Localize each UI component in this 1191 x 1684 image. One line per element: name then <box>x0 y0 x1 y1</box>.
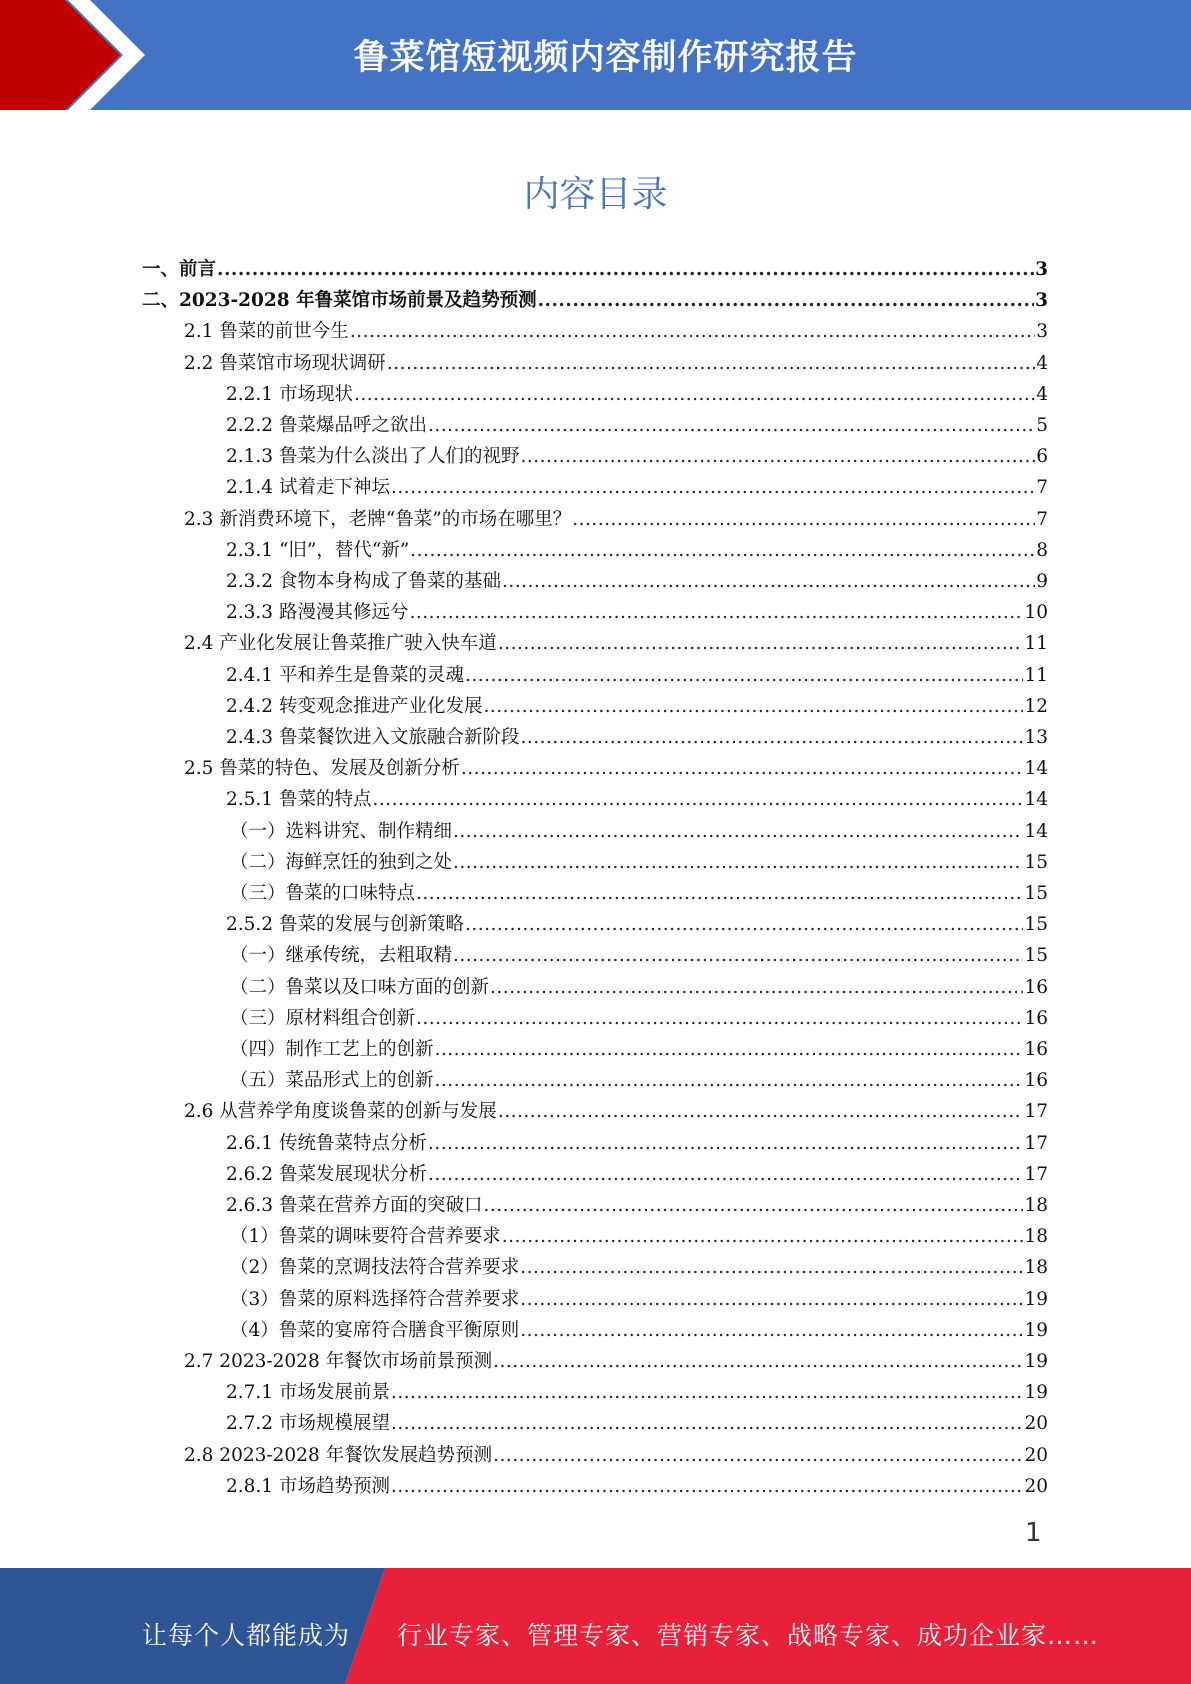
toc-leader-dots <box>520 441 1035 472</box>
toc-entry-title: 2.5 鲁菜的特色、发展及创新分析 <box>184 758 460 779</box>
toc-leader-dots <box>520 722 1023 753</box>
toc-entry[interactable] <box>230 1034 1048 1065</box>
toc-entry[interactable] <box>226 1377 1048 1408</box>
toc-entry-title: （四）制作工艺上的创新 <box>230 1039 434 1060</box>
toc-entry-title: 2.6 从营养学角度谈鲁菜的创新与发展 <box>184 1101 497 1122</box>
toc-entry[interactable] <box>226 1471 1048 1502</box>
toc-entry-page: 4 <box>1036 384 1048 405</box>
footer-slogan-left: 让每个人都能成为 <box>142 1621 351 1650</box>
toc-entry-title: 2.3.3 路漫漫其修远兮 <box>226 602 409 623</box>
toc-leader-dots <box>493 1440 1023 1471</box>
toc-entry-page: 9 <box>1036 571 1048 592</box>
toc-entry-title: （三）鲁菜的口味特点 <box>230 883 416 904</box>
toc-entry-title: （2）鲁菜的烹调技法符合营养要求 <box>230 1257 520 1278</box>
toc-entry[interactable] <box>226 660 1048 691</box>
toc-entry-page: 10 <box>1024 602 1048 623</box>
toc-entry-title: 2.7 2023-2028 年餐饮市场前景预测 <box>184 1351 493 1372</box>
toc-entry[interactable] <box>226 1408 1048 1439</box>
footer-slogan-right: 行业专家、管理专家、营销专家、战略专家、成功企业家…… <box>397 1621 1100 1650</box>
toc-leader-dots <box>483 1190 1023 1221</box>
toc-entry-page: 8 <box>1036 540 1048 561</box>
toc-leader-dots <box>428 410 1035 441</box>
toc-leader-dots <box>435 1065 1024 1096</box>
toc-entry-title: （一）继承传统，去粗取精 <box>230 945 453 966</box>
toc-leader-dots <box>520 1252 1023 1283</box>
toc-entry-title: 2.8 2023-2028 年餐饮发展趋势预测 <box>184 1445 493 1466</box>
toc-title: 内容目录 <box>523 174 668 215</box>
toc-leader-dots <box>372 784 1023 815</box>
toc-entry-page: 3 <box>1036 321 1048 342</box>
toc-entry-page: 18 <box>1024 1257 1048 1278</box>
toc-entry[interactable] <box>184 628 1048 659</box>
toc-leader-dots <box>391 1408 1023 1439</box>
toc-entry-title: （三）原材料组合创新 <box>230 1008 416 1029</box>
toc-leader-dots <box>502 566 1035 597</box>
toc-entry[interactable] <box>226 566 1048 597</box>
toc-leader-dots <box>498 628 1024 659</box>
toc-leader-dots <box>465 909 1023 940</box>
toc-entry[interactable] <box>226 784 1048 815</box>
toc-entry-page: 15 <box>1024 883 1048 904</box>
toc-entry[interactable] <box>230 1003 1048 1034</box>
toc-entry[interactable] <box>226 535 1048 566</box>
toc-entry[interactable] <box>230 1252 1048 1283</box>
toc-entry-page: 11 <box>1024 633 1048 654</box>
toc-entry-page: 13 <box>1024 727 1048 748</box>
toc-entry-page: 6 <box>1036 446 1048 467</box>
toc-entry-page: 3 <box>1035 259 1048 280</box>
toc-entry-title: （4）鲁菜的宴席符合膳食平衡原则 <box>230 1320 520 1341</box>
toc-entry-page: 19 <box>1024 1320 1048 1341</box>
toc-leader-dots <box>465 660 1023 691</box>
toc-entry-page: 15 <box>1024 914 1048 935</box>
toc-leader-dots <box>538 285 1035 316</box>
toc-leader-dots <box>391 472 1035 503</box>
toc-entry[interactable] <box>230 940 1048 971</box>
toc-leader-dots <box>410 535 1035 566</box>
toc-entry-title: 2.4.3 鲁菜餐饮进入文旅融合新阶段 <box>226 727 520 748</box>
toc-entry-page: 14 <box>1024 758 1048 779</box>
toc-entry-title: 2.1 鲁菜的前世今生 <box>184 321 349 342</box>
toc-entry[interactable] <box>226 379 1048 410</box>
toc-entry-title: 2.7.1 市场发展前景 <box>226 1382 390 1403</box>
toc-entry-title: 2.1.3 鲁菜为什么淡出了人们的视野 <box>226 446 520 467</box>
toc-entry-page: 19 <box>1024 1289 1048 1310</box>
toc-entry-title: （1）鲁菜的调味要符合营养要求 <box>230 1226 501 1247</box>
toc-entry-page: 17 <box>1024 1164 1048 1185</box>
toc-entry-title: 2.2.2 鲁菜爆品呼之欲出 <box>226 415 427 436</box>
toc-entry[interactable] <box>226 691 1048 722</box>
toc-entry-page: 16 <box>1024 1070 1048 1091</box>
toc-entry-page: 14 <box>1024 821 1048 842</box>
toc-entry[interactable] <box>226 1128 1048 1159</box>
toc-leader-dots <box>416 1003 1023 1034</box>
toc-leader-dots <box>520 1284 1023 1315</box>
toc-entry-page: 5 <box>1036 415 1048 436</box>
toc-leader-dots <box>572 504 1035 535</box>
toc-leader-dots <box>428 1159 1023 1190</box>
toc-entry-title: 2.2.1 市场现状 <box>226 384 353 405</box>
toc-entry-title: 2.4 产业化发展让鲁菜推广驶入快车道 <box>184 633 497 654</box>
toc-entry-page: 19 <box>1024 1351 1048 1372</box>
toc-entry[interactable] <box>230 847 1048 878</box>
toc-entry[interactable] <box>230 972 1048 1003</box>
toc-entry[interactable] <box>226 472 1048 503</box>
toc-entry-page: 15 <box>1024 852 1048 873</box>
toc-entry-page: 3 <box>1035 290 1048 311</box>
toc-entry[interactable] <box>226 722 1048 753</box>
toc-entry-title: 2.6.3 鲁菜在营养方面的突破口 <box>226 1195 483 1216</box>
toc-entry-title: 2.4.1 平和养生是鲁菜的灵魂 <box>226 665 464 686</box>
toc-entry[interactable] <box>142 254 1048 285</box>
toc-entry-page: 18 <box>1024 1195 1048 1216</box>
toc-entry[interactable] <box>184 1096 1048 1127</box>
toc-entry-title: 2.3.1 “旧”，替代“新” <box>226 540 410 561</box>
toc-entry-title: 2.2 鲁菜馆市场现状调研 <box>184 353 386 374</box>
toc-leader-dots <box>354 379 1035 410</box>
toc-entry[interactable] <box>226 410 1048 441</box>
toc-leader-dots <box>350 316 1035 347</box>
toc-leader-dots <box>416 878 1023 909</box>
toc-entry-title: 2.6.1 传统鲁菜特点分析 <box>226 1133 427 1154</box>
toc-entry[interactable] <box>142 285 1048 316</box>
toc-entry-title: 二、2023-2028 年鲁菜馆市场前景及趋势预测 <box>142 290 537 311</box>
toc-entry[interactable] <box>226 1190 1048 1221</box>
toc-leader-dots <box>490 972 1023 1003</box>
toc-leader-dots <box>520 1315 1023 1346</box>
toc-entry-page: 7 <box>1036 477 1048 498</box>
toc-entry[interactable] <box>184 348 1048 379</box>
toc-entry-page: 18 <box>1024 1226 1048 1247</box>
toc-leader-dots <box>428 1128 1023 1159</box>
toc-entry[interactable] <box>184 753 1048 784</box>
toc-leader-dots <box>217 254 1034 285</box>
toc-leader-dots <box>435 1034 1024 1065</box>
toc-entry[interactable] <box>230 1315 1048 1346</box>
toc-entry[interactable] <box>226 441 1048 472</box>
page-number: 1 <box>1025 1518 1042 1548</box>
toc-leader-dots <box>493 1346 1023 1377</box>
page-footer <box>0 1568 1191 1684</box>
toc-entry-page: 7 <box>1036 509 1048 530</box>
toc-leader-dots <box>461 753 1024 784</box>
toc-entry-page: 4 <box>1036 353 1048 374</box>
toc-entry-title: 2.4.2 转变观念推进产业化发展 <box>226 696 483 717</box>
toc-leader-dots <box>387 348 1035 379</box>
toc-entry[interactable] <box>226 1159 1048 1190</box>
toc-entry-page: 20 <box>1024 1476 1048 1497</box>
toc-entry-title: （二）鲁菜以及口味方面的创新 <box>230 977 490 998</box>
toc-leader-dots <box>409 597 1023 628</box>
toc-entry-title: （一）选料讲究、制作精细 <box>230 821 453 842</box>
toc-leader-dots <box>453 940 1023 971</box>
toc-entry[interactable] <box>230 816 1048 847</box>
toc-entry[interactable] <box>184 1346 1048 1377</box>
toc-entry-page: 17 <box>1024 1133 1048 1154</box>
toc-entry[interactable] <box>184 504 1048 535</box>
toc-entry-page: 15 <box>1024 945 1048 966</box>
toc-entry-page: 12 <box>1024 696 1048 717</box>
toc-leader-dots <box>453 847 1023 878</box>
toc-entry-title: （五）菜品形式上的创新 <box>230 1070 434 1091</box>
toc-entry-page: 11 <box>1024 665 1048 686</box>
toc-entry-page: 19 <box>1024 1382 1048 1403</box>
toc-leader-dots <box>391 1471 1023 1502</box>
toc-entry-page: 16 <box>1024 1039 1048 1060</box>
toc-leader-dots <box>391 1377 1023 1408</box>
toc-entry-page: 16 <box>1024 977 1048 998</box>
toc-entry-title: 2.8.1 市场趋势预测 <box>226 1476 390 1497</box>
toc-leader-dots <box>498 1096 1024 1127</box>
toc-entry-title: （3）鲁菜的原料选择符合营养要求 <box>230 1289 520 1310</box>
toc-entry[interactable] <box>184 316 1048 347</box>
toc-leader-dots <box>502 1221 1024 1252</box>
toc-entry-title: 2.7.2 市场规模展望 <box>226 1413 390 1434</box>
toc-leader-dots <box>483 691 1023 722</box>
toc-entry-title: 一、前言 <box>142 259 217 280</box>
report-title: 鲁菜馆短视频内容制作研究报告 <box>353 38 858 78</box>
toc-entry-title: 2.5.2 鲁菜的发展与创新策略 <box>226 914 464 935</box>
page-header <box>0 0 1191 110</box>
toc-entry-title: 2.3 新消费环境下，老牌“鲁菜”的市场在哪里？ <box>184 509 572 530</box>
toc-entry[interactable] <box>226 909 1048 940</box>
toc-entry[interactable] <box>184 1440 1048 1471</box>
toc-entry[interactable] <box>230 1065 1048 1096</box>
toc-entry-title: 2.3.2 食物本身构成了鲁菜的基础 <box>226 571 501 592</box>
toc-entry[interactable] <box>226 597 1048 628</box>
toc-entry-title: 2.6.2 鲁菜发展现状分析 <box>226 1164 427 1185</box>
toc-entry[interactable] <box>230 1221 1048 1252</box>
toc-entry-page: 14 <box>1024 789 1048 810</box>
toc-entry[interactable] <box>230 1284 1048 1315</box>
toc-entry[interactable] <box>230 878 1048 909</box>
toc-entry-page: 20 <box>1024 1445 1048 1466</box>
toc-entry-page: 17 <box>1024 1101 1048 1122</box>
toc-entry-page: 16 <box>1024 1008 1048 1029</box>
toc-leader-dots <box>453 816 1023 847</box>
toc-entry-title: 2.1.4 试着走下神坛 <box>226 477 390 498</box>
toc-entry-page: 20 <box>1024 1413 1048 1434</box>
toc-entry-title: （二）海鲜烹饪的独到之处 <box>230 852 453 873</box>
toc-entry-title: 2.5.1 鲁菜的特点 <box>226 789 372 810</box>
